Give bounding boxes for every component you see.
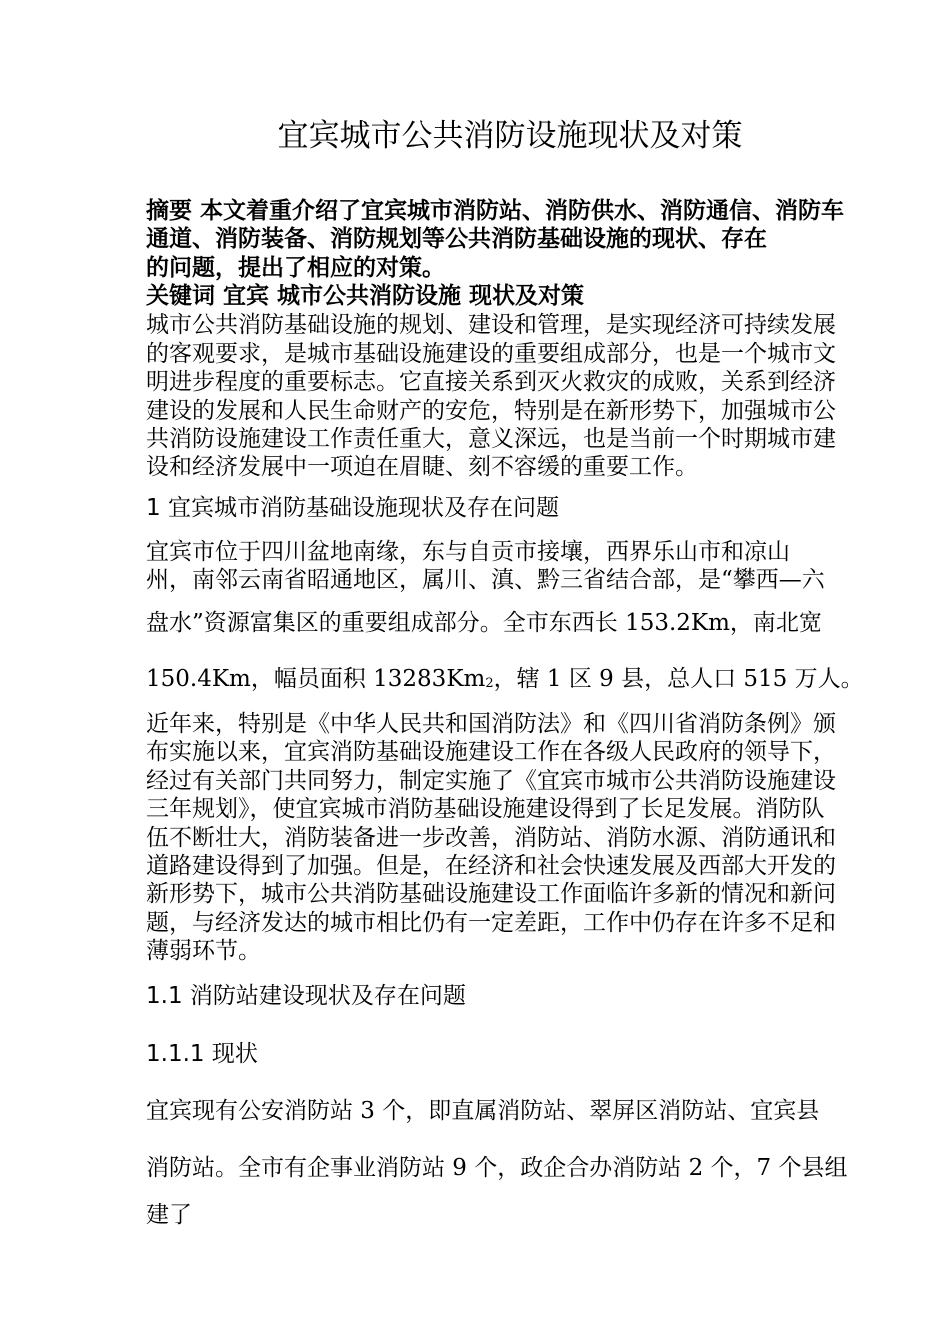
area-unit-subscript: 2 xyxy=(485,676,494,691)
development-line: 薄弱环节。 xyxy=(146,938,261,964)
abstract-line: 通道、消防装备、消防规划等公共消防基础设施的现状、存在 xyxy=(146,226,767,252)
section-heading: 1 宜宾城市消防基础设施现状及存在问题 xyxy=(146,495,559,521)
intro-line: 明进步程度的重要标志。它直接关系到灭火救灾的成败，关系到经济 xyxy=(146,369,836,395)
keywords-line: 关键词 宜宾 城市公共消防设施 现状及对策 xyxy=(146,283,585,309)
overview-line: 州，南邻云南省昭通地区，属川、滇、黔三省结合部，是“攀西—六 xyxy=(146,567,825,593)
development-line: 道路建设得到了加强。但是，在经济和社会快速发展及西部大开发的 xyxy=(146,853,836,879)
intro-line: 建设的发展和人民生命财产的安危，特别是在新形势下，加强城市公 xyxy=(146,398,836,424)
intro-line: 的客观要求，是城市基础设施建设的重要组成部分，也是一个城市文 xyxy=(146,341,836,367)
development-line: 近年来，特别是《中华人民共和国消防法》和《四川省消防条例》颁 xyxy=(146,711,836,737)
development-line: 伍不断壮大，消防装备进一步改善，消防站、消防水源、消防通讯和 xyxy=(146,825,836,851)
overview-line: 盘水”资源富集区的重要组成部分。全市东西长 153.2Km，南北宽 xyxy=(146,610,822,636)
subsubsection-heading: 1.1.1 现状 xyxy=(146,1041,258,1067)
status-line: 宜宾现有公安消防站 3 个，即直属消防站、翠屏区消防站、宜宾县 xyxy=(146,1098,820,1124)
development-line: 布实施以来，宜宾消防基础设施建设工作在各级人民政府的领导下， xyxy=(146,739,836,765)
intro-line: 城市公共消防基础设施的规划、建设和管理，是实现经济可持续发展 xyxy=(146,312,836,338)
development-line: 题，与经济发达的城市相比仍有一定差距，工作中仍存在许多不足和 xyxy=(146,910,836,936)
status-line: 消防站。全市有企事业消防站 9 个，政企合办消防站 2 个，7 个县组 xyxy=(146,1155,848,1181)
development-line: 新形势下，城市公共消防基础设施建设工作面临许多新的情况和新问 xyxy=(146,881,836,907)
status-line: 建了 xyxy=(146,1202,192,1228)
overview-text: ，辖 1 区 9 县，总人口 515 万人。 xyxy=(493,666,864,692)
intro-line: 共消防设施建设工作责任重大，意义深远，也是当前一个时期城市建 xyxy=(146,426,836,452)
development-line: 三年规划》，使宜宾城市消防基础设施建设得到了长足发展。消防队 xyxy=(146,796,825,822)
development-line: 经过有关部门共同努力，制定实施了《宜宾市城市公共消防设施建设 xyxy=(146,768,836,794)
abstract-line: 的问题，提出了相应的对策。 xyxy=(146,255,445,281)
subsection-heading: 1.1 消防站建设现状及存在问题 xyxy=(146,983,466,1009)
abstract-line: 摘要 本文着重介绍了宜宾城市消防站、消防供水、消防通信、消防车 xyxy=(146,198,845,224)
document-title: 宜宾城市公共消防设施现状及对策 xyxy=(277,118,743,154)
overview-line-last xyxy=(146,665,864,698)
intro-line: 设和经济发展中一项迫在眉睫、刻不容缓的重要工作。 xyxy=(146,454,698,480)
overview-text: 150.4Km，幅员面积 13283Km xyxy=(146,666,486,692)
overview-line: 宜宾市位于四川盆地南缘，东与自贡市接壤，西界乐山市和凉山 xyxy=(146,539,790,565)
